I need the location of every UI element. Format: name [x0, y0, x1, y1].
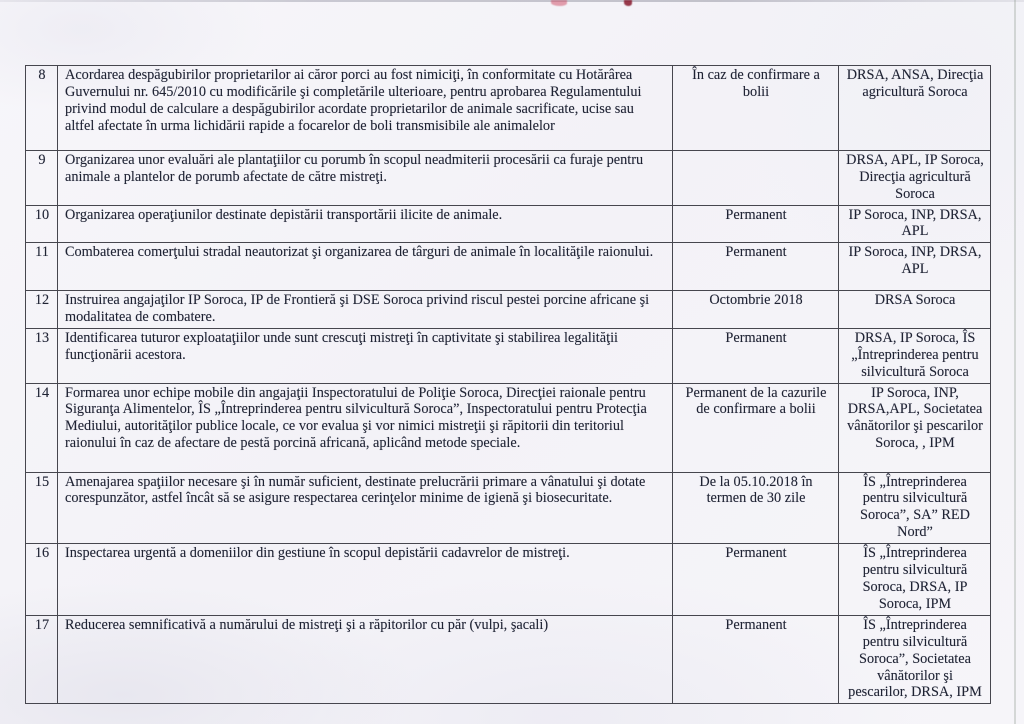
table-row [26, 205, 991, 243]
table-row [26, 151, 991, 206]
table-row [26, 616, 991, 704]
action-description-cell: Instruirea angajaţilor IP Soroca, IP de Frontieră şi DSE Soroca privind riscul pestei porcine africane şi modalitatea de combatere. [58, 291, 673, 329]
responsible-cell: IP Soroca, INP, DRSA, APL [839, 243, 991, 291]
row-number-cell: 12 [26, 291, 58, 329]
table-row [26, 383, 991, 472]
table-row [26, 472, 991, 543]
table-row [26, 291, 991, 329]
table-row [26, 544, 991, 616]
term-cell: De la 05.10.2018 în termen de 30 zile [673, 472, 839, 543]
responsible-cell: IP Soroca, INP, DRSA,APL, Societatea vânătorilor şi pescarilor Soroca, , IPM [839, 383, 991, 472]
action-description-cell: Formarea unor echipe mobile din angajaţii Inspectoratului de Poliţie Soroca, Direcţiei raionale pentru Siguranţa Alimentelor, ÎS „Întreprinderea pentru silvicultură Soroca”, Inspectoratului pentru Protecţia Mediului, autorităţilor publice locale, ce vor evalua şi vor nimici mistreţii şi răpitorii din teritoriul raionului în caz de afectare de pestă porcină africană, aplicând metode speciale. [58, 383, 673, 472]
row-number-cell: 13 [26, 329, 58, 384]
responsible-cell: DRSA, IP Soroca, ÎS „Întreprinderea pentru silvicultură Soroca [839, 329, 991, 384]
responsible-cell: ÎS „Întreprinderea pentru silvicultură Soroca, DRSA, IP Soroca, IPM [839, 544, 991, 616]
term-cell: Permanent [673, 329, 839, 384]
scan-top-edge-line [0, 0, 1024, 2]
action-description-cell: Inspectarea urgentă a domeniilor din gestiune în scopul depistării cadavrelor de mistreţi. [58, 544, 673, 616]
row-number-cell: 11 [26, 243, 58, 291]
term-cell: În caz de confirmare a bolii [673, 66, 839, 151]
responsible-cell: ÎS „Întreprinderea pentru silvicultură Soroca”, SA” RED Nord” [839, 472, 991, 543]
row-number-cell: 9 [26, 151, 58, 206]
term-cell: Octombrie 2018 [673, 291, 839, 329]
row-number-cell: 8 [26, 66, 58, 151]
action-plan-table [25, 65, 991, 704]
action-description-cell: Organizarea operaţiunilor destinate depistării transportării ilicite de animale. [58, 205, 673, 243]
row-number-cell: 15 [26, 472, 58, 543]
term-cell: Permanent [673, 616, 839, 704]
row-number-cell: 16 [26, 544, 58, 616]
scan-right-edge-line [1014, 0, 1016, 724]
action-description-cell: Identificarea tuturor exploataţiilor unde sunt crescuţi mistreţi în captivitate şi stabilirea legalităţii funcţionării acestora. [58, 329, 673, 384]
table-row [26, 329, 991, 384]
plan-table-body [26, 66, 991, 704]
action-description-cell: Organizarea unor evaluări ale plantaţiilor cu porumb în scopul neadmiterii procesării ca furaje pentru animale a plantelor de porumb afectate de către mistreţi. [58, 151, 673, 206]
table-row [26, 66, 991, 151]
responsible-cell: DRSA, APL, IP Soroca, Direcţia agricultură Soroca [839, 151, 991, 206]
table-row [26, 243, 991, 291]
term-cell: Permanent [673, 544, 839, 616]
term-cell: Permanent de la cazurile de confirmare a bolii [673, 383, 839, 472]
red-ink-artifact [624, 0, 632, 6]
term-cell [673, 151, 839, 206]
responsible-cell: DRSA, ANSA, Direcţia agricultură Soroca [839, 66, 991, 151]
action-description-cell: Amenajarea spaţiilor necesare şi în număr suficient, destinate prelucrării primare a vânatului şi dotate corespunzător, astfel încât să se asigure respectarea cerinţelor minime de igienă şi biosecuritate. [58, 472, 673, 543]
term-cell: Permanent [673, 243, 839, 291]
action-description-cell: Acordarea despăgubirilor proprietarilor ai căror porci au fost nimiciţi, în conformitate cu Hotărârea Guvernului nr. 645/2010 cu modificările şi completările ulterioare, pentru aprobarea Regulamentului privind modul de calculare a despăgubirilor acordate proprietarilor de animale sacrificate, ucise sau altfel afectate în urma lichidării rapide a focarelor de boli transmisibile ale animalelor [58, 66, 673, 151]
action-description-cell: Combaterea comerţului stradal neautorizat şi organizarea de târguri de animale în localităţile raionului. [58, 243, 673, 291]
row-number-cell: 10 [26, 205, 58, 243]
row-number-cell: 17 [26, 616, 58, 704]
term-cell: Permanent [673, 205, 839, 243]
responsible-cell: ÎS „Întreprinderea pentru silvicultură Soroca”, Societatea vânătorilor şi pescarilor, DRSA, IPM [839, 616, 991, 704]
row-number-cell: 14 [26, 383, 58, 472]
responsible-cell: IP Soroca, INP, DRSA, APL [839, 205, 991, 243]
red-ink-artifact [551, 0, 567, 6]
action-description-cell: Reducerea semnificativă a numărului de mistreţi şi a răpitorilor cu păr (vulpi, şacali) [58, 616, 673, 704]
responsible-cell: DRSA Soroca [839, 291, 991, 329]
